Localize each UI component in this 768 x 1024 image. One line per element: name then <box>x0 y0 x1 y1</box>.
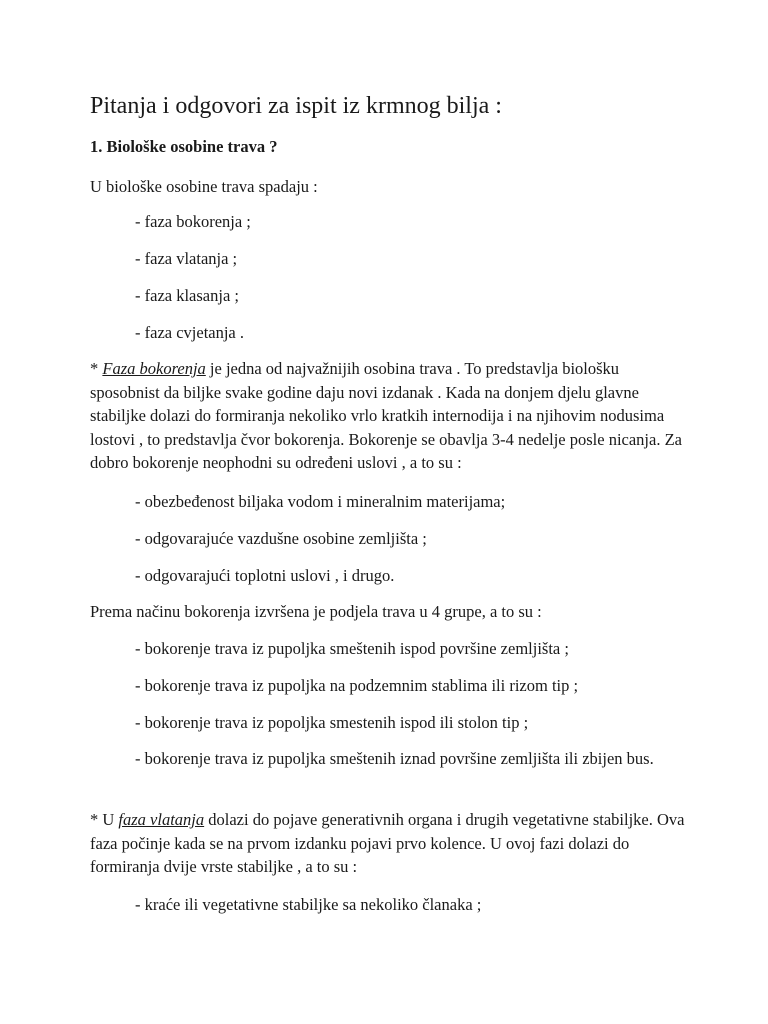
bokorenje-paragraph <box>90 357 690 475</box>
paragraph-prefix: * U <box>90 810 119 829</box>
group-item: - bokorenje trava iz popoljka smestenih ispod ili stolon tip ; <box>135 713 529 732</box>
term-faza-bokorenja: Faza bokorenja <box>102 359 206 378</box>
page-title: Pitanja i odgovori za ispit iz krmnog bilja : <box>90 93 502 119</box>
stem-type-item: - kraće ili vegetativne stabiljke sa nekoliko članaka ; <box>135 895 482 914</box>
phase-item: - faza bokorenja ; <box>135 212 251 231</box>
paragraph-text: je jedna od najvažnijih osobina trava . To predstavlja biološku sposobnist da biljke svake godine daju novi izdanak . Kada na donjem djelu glavne stabiljke dolazi do formiranja nekoliko vrlo kratkih internodija i na njihovim nodusima lostovi , to predstavlja čvor bokorenja. Bokorenje se obavlja 3-4 nedelje posle nicanja. Za dobro bokorenje neophodni su određeni uslovi , a to su : <box>90 359 682 472</box>
phase-item: - faza cvjetanja . <box>135 323 245 342</box>
question-heading: 1. Biološke osobine trava ? <box>90 137 278 156</box>
group-item: - bokorenje trava iz pupoljka smeštenih ispod površine zemljišta ; <box>135 639 569 658</box>
condition-item: - odgovarajući toplotni uslovi , i drugo. <box>135 566 395 585</box>
paragraph-text: dolazi do pojave generativnih organa i drugih vegetativne stabiljke. Ova faza počinje kada se na prvom izdanku pojavi prvo kolence. U ovoj fazi dolazi do formiranja dvije vrste stabiljke , a to su : <box>90 810 685 876</box>
phase-item: - faza klasanja ; <box>135 286 239 305</box>
condition-item: - obezbeđenost biljaka vodom i mineralnim materijama; <box>135 492 506 511</box>
group-item: - bokorenje trava iz pupoljka smeštenih iznad površine zemljišta ili zbijen bus. <box>135 749 654 768</box>
vlatanje-paragraph <box>90 808 690 879</box>
term-faza-vlatanja: faza vlatanja <box>118 810 205 829</box>
paragraph-prefix: * <box>90 359 103 378</box>
intro-line: U biološke osobine trava spadaju : <box>90 177 318 196</box>
condition-item: - odgovarajuće vazdušne osobine zemljišta ; <box>135 529 427 548</box>
group-item: - bokorenje trava iz pupoljka na podzemnim stablima ili rizom tip ; <box>135 676 579 695</box>
phase-item: - faza vlatanja ; <box>135 249 238 268</box>
groups-intro: Prema načinu bokorenja izvršena je podjela trava u 4 grupe, a to su : <box>90 602 542 621</box>
